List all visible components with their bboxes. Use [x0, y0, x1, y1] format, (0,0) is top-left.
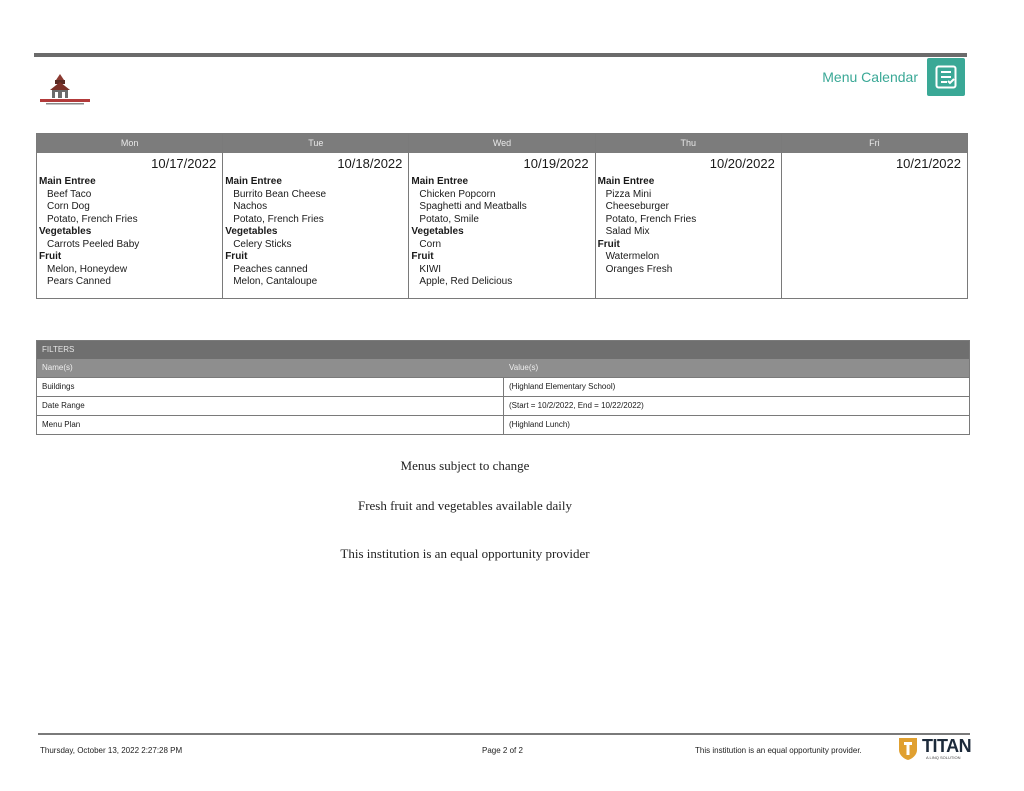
menu-item: Carrots Peeled Baby [47, 238, 140, 250]
category-label: Main Entree [597, 176, 655, 187]
titan-logo [898, 737, 974, 763]
menu-item: Salad Mix [605, 226, 650, 237]
menu-item: Apple, Red Delicious [419, 276, 513, 287]
category-label: Vegetables [39, 226, 92, 237]
print-timestamp: Thursday, October 13, 2022 2:27:28 PM [40, 746, 183, 755]
menu-calendar [36, 133, 968, 299]
menu-item: Corn Dog [47, 201, 90, 212]
category-label: Vegetables [411, 226, 464, 237]
filter-value: (Start = 10/2/2022, End = 10/22/2022) [509, 401, 644, 410]
table-row [37, 415, 969, 434]
menu-item: Corn [419, 238, 442, 250]
filter-value: (Highland Lunch) [509, 420, 570, 429]
menu-item: Potato, French Fries [605, 213, 697, 225]
filter-value: (Highland Elementary School) [509, 382, 616, 391]
menu-item: Melon, Honeydew [47, 263, 128, 275]
table-row [37, 377, 969, 396]
menu-item: Spaghetti and Meatballs [419, 201, 527, 212]
day-date: 10/21/2022 [895, 156, 962, 171]
day-column [223, 134, 409, 298]
menu-item: Celery Sticks [233, 238, 292, 250]
notice-text: Fresh fruit and vegetables available daily [357, 498, 573, 513]
day-date: 10/18/2022 [337, 156, 403, 171]
filter-name: Menu Plan [37, 416, 504, 434]
menu-item: Cheeseburger [605, 201, 669, 212]
notice-text: Menus subject to change [400, 458, 530, 473]
filter-name: Buildings [37, 378, 504, 396]
day-date: 10/19/2022 [523, 156, 589, 171]
column-header: Value(s) [509, 363, 539, 372]
category-label: Vegetables [225, 226, 278, 237]
menu-item: Burrito Bean Cheese [233, 188, 327, 200]
menu-item: Potato, French Fries [233, 213, 324, 225]
header-rule [34, 53, 967, 57]
page-title: Menu Calendar [822, 69, 918, 85]
menu-item: Potato, Smile [419, 213, 479, 225]
menu-item: Chicken Popcorn [419, 188, 496, 200]
notice-text: This institution is an equal opportunity provider [340, 546, 590, 561]
district-logo [38, 72, 94, 108]
menu-item: Melon, Cantaloupe [233, 276, 318, 287]
document-list-icon [927, 58, 965, 96]
category-label: Main Entree [225, 176, 282, 187]
footer-statement: This institution is an equal opportunity provider. [695, 746, 862, 755]
menu-item: Oranges Fresh [605, 263, 673, 275]
category-label: Fruit [597, 238, 620, 250]
day-column [37, 134, 223, 298]
day-header: Thu [596, 134, 781, 153]
brand-name: TITAN [922, 736, 972, 756]
category-label: Fruit [39, 251, 62, 262]
category-label: Main Entree [411, 176, 469, 187]
category-label: Main Entree [39, 176, 96, 187]
day-column [782, 134, 967, 298]
filters-header-row [37, 359, 969, 377]
filter-name: Date Range [37, 397, 504, 415]
day-date: 10/20/2022 [709, 156, 775, 171]
brand-tagline: A LINQ SOLUTION [926, 755, 961, 760]
menu-item: Peaches canned [233, 263, 308, 275]
day-header: Tue [223, 134, 408, 153]
day-column [596, 134, 782, 298]
day-header: Wed [409, 134, 594, 153]
day-header: Mon [37, 134, 222, 153]
menu-item: Watermelon [605, 251, 660, 262]
filters-title: FILTERS [37, 341, 969, 359]
menu-item: KIWI [419, 263, 442, 275]
footer-rule [38, 733, 970, 735]
menu-item: Pears Canned [47, 276, 111, 287]
menu-item: Nachos [233, 201, 268, 212]
menu-item: Potato, French Fries [47, 213, 138, 225]
filters-table [36, 340, 970, 435]
shield-icon [898, 737, 918, 761]
page-number: Page 2 of 2 [482, 746, 523, 755]
day-date: 10/17/2022 [151, 156, 217, 171]
day-header: Fri [782, 134, 967, 153]
column-header: Name(s) [37, 359, 504, 377]
category-label: Fruit [225, 251, 248, 262]
menu-item: Beef Taco [47, 188, 92, 200]
category-label: Fruit [411, 251, 434, 262]
menu-item: Pizza Mini [605, 188, 652, 200]
day-column [409, 134, 595, 298]
table-row [37, 396, 969, 415]
